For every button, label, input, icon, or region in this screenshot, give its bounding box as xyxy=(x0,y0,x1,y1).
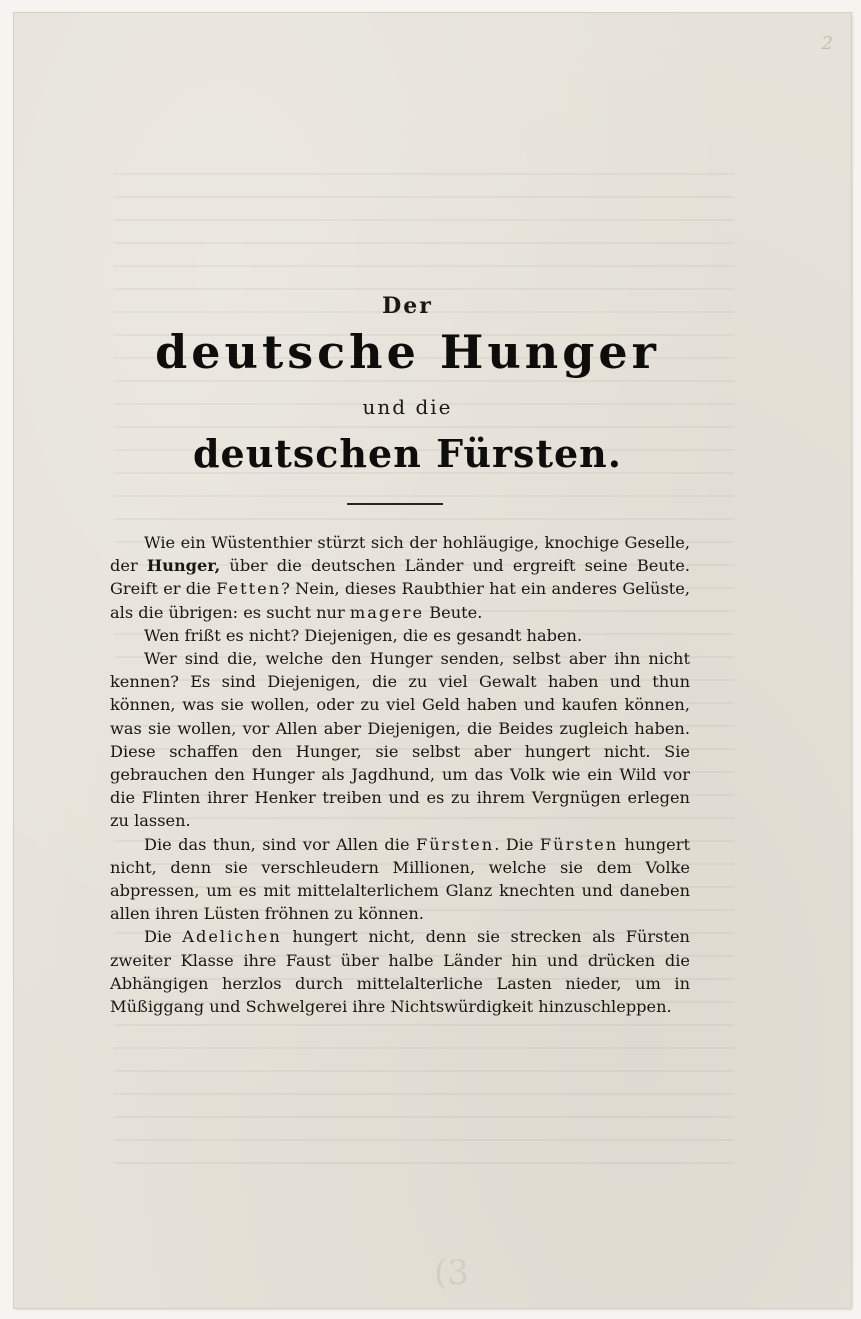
page-number-mark: (3 xyxy=(434,1253,469,1293)
title-subject: deutschen Fürsten. xyxy=(192,431,623,476)
text-run: ? Nein, dieses Raubthier hat ein anderes Gelüste, als die übrigen: es sucht nur xyxy=(110,579,691,622)
emphasis-spaced: Fetten xyxy=(216,579,282,599)
paragraph xyxy=(110,833,690,926)
paragraph xyxy=(110,925,690,1018)
text-run: hungert nicht, denn sie strecken als Fürsten zweiter Klasse ihre Faust über halbe Länder hin und drücken die Abhängigen herzlos durch mittelalterliche Lasten nieder, um in Müßiggang und Schwelgerei ihre Nichtswürdigkeit hinzuschleppen. xyxy=(110,927,690,1017)
text-run: Die xyxy=(144,927,183,947)
text-run: Die das thun, sind vor Allen die xyxy=(144,834,416,854)
paragraph: Wer sind die, welche den Hunger senden, selbst aber ihn nicht kennen? Es sind Diejenigen, die zu viel Gewalt haben und thun können, was sie wollen, oder zu viel Geld haben und kaufen können, was sie wollen, vor Allen aber Diejenigen, die Beides zugleich haben. Diese schaffen den Hunger, sie selbst aber hungert nicht. Sie gebrauchen den Hunger als Jagdhund, um das Volk wie ein Wild vor die Flinten ihrer Henker treiben und es zu ihrem Vergnügen erlegen zu lassen. xyxy=(110,649,690,831)
text-run: . Die xyxy=(494,834,540,854)
emphasis-spaced: Adelichen xyxy=(182,927,282,947)
text-run: Wie ein Wüstenthier stürzt sich der hohläugige, knochige Geselle, der xyxy=(110,533,690,576)
paragraph xyxy=(110,531,690,624)
text-run: Beute. xyxy=(424,602,483,622)
title-divider xyxy=(347,503,443,505)
emphasis-spaced: magere xyxy=(349,602,425,622)
body-text xyxy=(110,531,690,1018)
text-run: hungert nicht, denn sie verschleudern Millionen, welche sie dem Volke abpressen, um es mit mittelalterlichem Glanz knechten und daneben allen ihren Lüsten fröhnen zu können. xyxy=(110,834,690,924)
paragraph: Wen frißt es nicht? Diejenigen, die es gesandt haben. xyxy=(144,625,583,645)
title-main: deutsche Hunger xyxy=(155,325,660,379)
emphasis-spaced: Fürsten xyxy=(415,834,495,854)
title-article: Der xyxy=(382,293,433,319)
emphasis-spaced: Fürsten xyxy=(539,834,619,854)
corner-pencil-mark: 2 xyxy=(821,33,833,54)
title-connector: und die xyxy=(362,395,453,419)
text-run: über die deutschen Länder und ergreift seine Beute. Greift er die xyxy=(110,556,691,599)
emphasis-bold: Hunger, xyxy=(146,556,221,576)
paper-sheet xyxy=(14,13,851,1308)
